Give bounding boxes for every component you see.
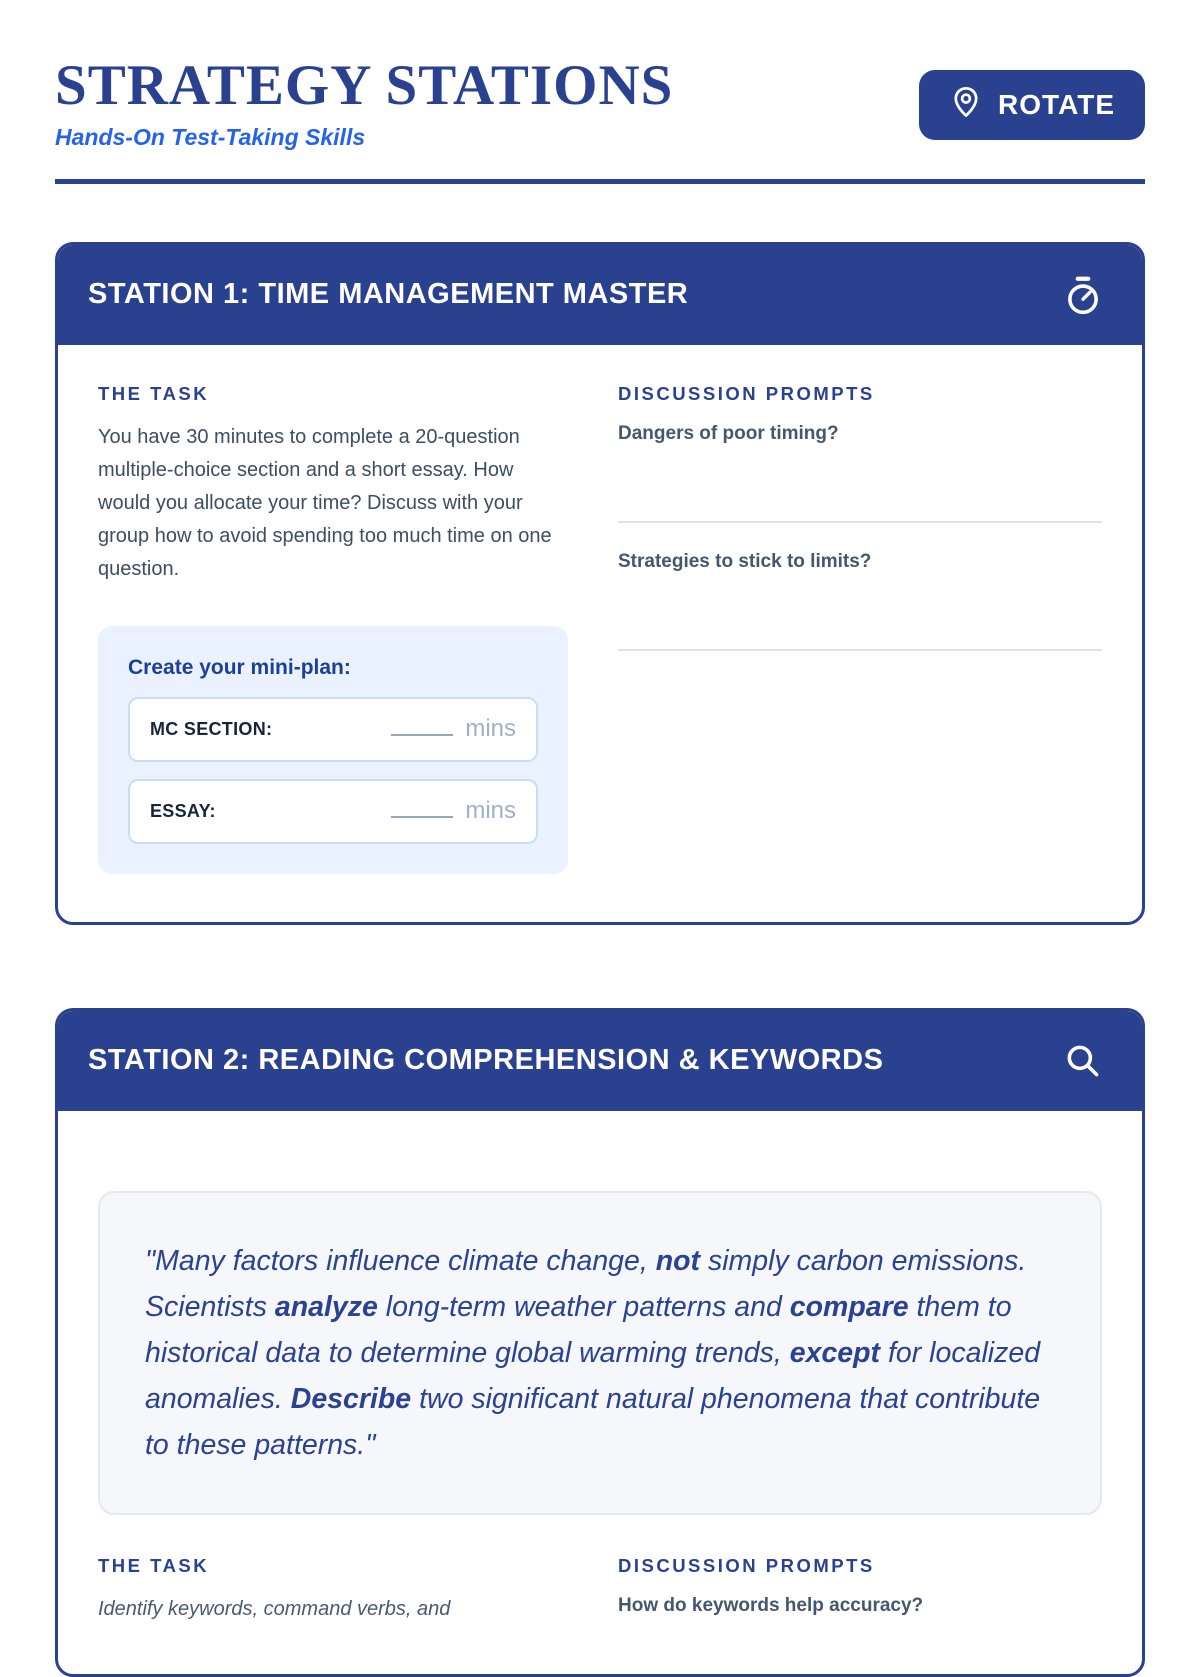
task-text: Identify keywords, command verbs, and: [98, 1597, 451, 1620]
page-title: STRATEGY STATIONS: [55, 54, 674, 117]
station-2-columns: [98, 1555, 1102, 1626]
essay-blank[interactable]: [391, 798, 453, 818]
mc-section-label: MC SECTION:: [150, 718, 273, 739]
task-heading: THE TASK: [98, 1554, 210, 1576]
task-text: You have 30 minutes to complete a 20-question multiple-choice section and a short essay. How would you allocate your time? Discuss with your group how to avoid spending too much time on one question.: [98, 425, 552, 580]
essay-unit: mins: [465, 797, 516, 825]
title-block: [55, 56, 673, 151]
passage-quote-box: [98, 1191, 1102, 1515]
station-1-card: [55, 242, 1145, 925]
prompt-1: Dangers of poor timing?: [618, 422, 839, 444]
essay-label: ESSAY:: [150, 800, 216, 821]
header-divider: [55, 179, 1145, 184]
mc-section-unit: mins: [465, 715, 516, 743]
mini-plan-box: [98, 626, 568, 874]
station-1-prompts-column: [618, 383, 1102, 874]
station-1-task-column: [98, 383, 558, 874]
task-heading: THE TASK: [98, 382, 210, 404]
essay-value: [391, 797, 516, 825]
prompt-1: How do keywords help accuracy?: [618, 1594, 924, 1616]
page-header: [0, 0, 1200, 151]
mini-plan-title: Create your mini-plan:: [128, 655, 351, 679]
writing-line: [618, 649, 1102, 651]
prompts-heading: DISCUSSION PROMPTS: [618, 382, 875, 404]
station-2-header: [58, 1011, 1142, 1111]
station-2-title: STATION 2: READING COMPREHENSION & KEYWORDS: [88, 1044, 884, 1077]
writing-line: [618, 521, 1102, 523]
station-2-task-column: [98, 1555, 558, 1626]
station-2-body: [58, 1111, 1142, 1674]
station-1-header: [58, 245, 1142, 345]
prompt-2: Strategies to stick to limits?: [618, 550, 872, 572]
station-1-body: [58, 345, 1142, 922]
mc-section-field[interactable]: [128, 697, 538, 762]
mc-section-blank[interactable]: [391, 716, 453, 736]
prompts-heading: DISCUSSION PROMPTS: [618, 1554, 875, 1576]
magnifier-icon: [1062, 1040, 1104, 1082]
rotate-button-label: ROTATE: [998, 89, 1115, 120]
location-pin-icon: [949, 85, 983, 126]
station-1-title: STATION 1: TIME MANAGEMENT MASTER: [88, 278, 689, 311]
essay-field[interactable]: [128, 779, 538, 844]
passage-text: "Many factors influence climate change, not simply carbon emissions. Scientists analyze long-term weather patterns and compare them to historical data to determine global warming trends, except for localized anomalies. Describe two significant natural phenomena that contribute to these patterns.": [145, 1244, 1041, 1461]
stopwatch-icon: [1062, 274, 1104, 316]
station-2-prompts-column: [618, 1555, 1102, 1626]
station-2-card: [55, 1008, 1145, 1677]
page-subtitle: Hands-On Test-Taking Skills: [55, 123, 366, 150]
rotate-button[interactable]: [919, 70, 1145, 140]
mc-section-value: [391, 715, 516, 743]
